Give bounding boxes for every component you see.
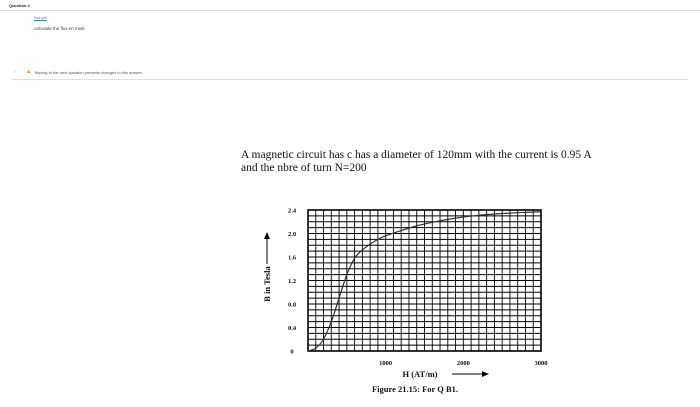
figure-caption: Figure 21.15: For Q B1. xyxy=(371,384,459,394)
y-axis-label: B in Tesla xyxy=(262,266,272,302)
question-title: Question 4 xyxy=(9,3,30,8)
x-tick-label: 1000 xyxy=(379,360,393,367)
x-tick-label: 2000 xyxy=(456,360,470,367)
question-prompt: calculate the flux en mwb xyxy=(34,26,85,31)
y-tick-label: 0 xyxy=(290,348,294,356)
x-axis-arrowhead xyxy=(482,371,489,377)
problem-statement: A magnetic circuit has c has a diameter of 120mm with the current is 0.95 A and the nbre of turn N=200 xyxy=(241,149,592,174)
y-axis-arrowhead xyxy=(264,232,270,239)
y-tick-label: 0.4 xyxy=(287,325,297,332)
y-tick-label: 1.6 xyxy=(287,254,297,262)
chart-grid xyxy=(308,210,541,351)
y-tick-label: 1.2 xyxy=(287,278,297,285)
x-tick-label: 3000 xyxy=(534,360,548,367)
y-tick-label: 2.4 xyxy=(287,207,297,215)
warning-text: Moving to the next question prevents changes to this answer. xyxy=(34,69,143,75)
x-axis-label: H (AT/m) xyxy=(402,369,438,379)
y-tick-label: 2.0 xyxy=(287,231,297,238)
warning-icon: ▲ xyxy=(25,69,32,75)
y-tick-label: 0.8 xyxy=(287,301,297,309)
x-tick-labels xyxy=(379,360,547,367)
y-tick-labels xyxy=(288,208,297,356)
points-link[interactable]: Not yet xyxy=(34,15,47,20)
chevron-right-icon[interactable]: › xyxy=(14,69,16,75)
